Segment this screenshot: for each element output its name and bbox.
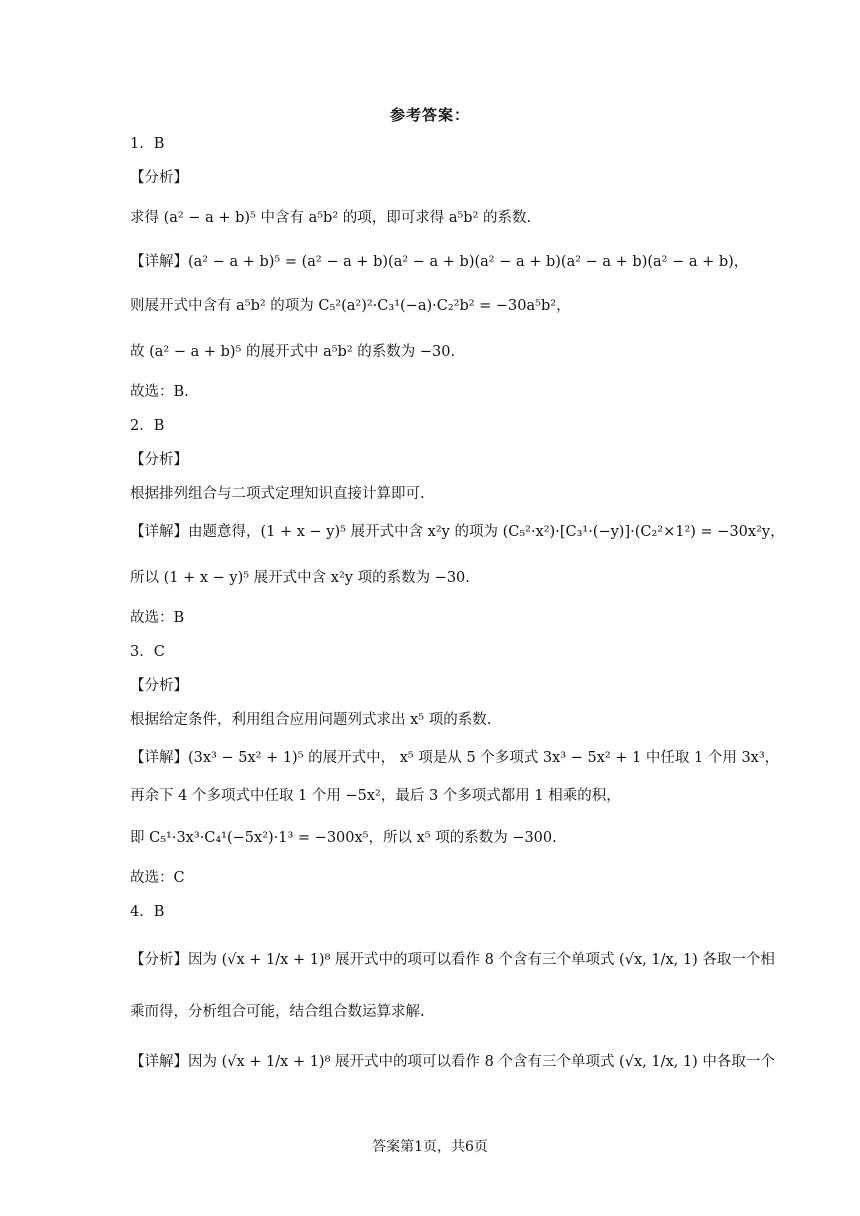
text-line: 【分析】: [130, 678, 188, 694]
text-line: 故选：B.: [130, 384, 189, 400]
text-line: 3．C: [130, 644, 165, 660]
page-title: 参考答案：: [389, 106, 470, 124]
text-line: 2．B: [130, 418, 165, 434]
text-line: 所以 (1 + x − y)⁵ 展开式中含 x²y 项的系数为 −30.: [130, 570, 470, 586]
text-line: 【详解】由题意得，(1 + x − y)⁵ 展开式中含 x²y 的项为 (C₅²·x²)·[C₃¹·(−y)]·(C₂²×1²) = −30x²y，: [130, 524, 785, 540]
text-line: 4．B: [130, 904, 165, 920]
text-line: 再余下 4 个多项式中任取 1 个用 −5x²，最后 3 个多项式都用 1 相乘的积，: [130, 788, 621, 804]
text-line: 【详解】(3x³ − 5x² + 1)⁵ 的展开式中， x⁵ 项是从 5 个多项式 3x³ − 5x² + 1 中任取 1 个用 3x³，: [130, 750, 780, 766]
text-line: 根据给定条件，利用组合应用问题列式求出 x⁵ 项的系数.: [130, 712, 492, 728]
text-line: 【分析】因为 (√x + 1/x + 1)⁸ 展开式中的项可以看作 8 个含有三个单项式 (√x, 1/x, 1) 各取一个相: [130, 952, 775, 968]
text-line: 故 (a² − a + b)⁵ 的展开式中 a⁵b² 的系数为 −30.: [130, 344, 456, 360]
text-line: 1．B: [130, 136, 165, 152]
text-line: 【分析】: [130, 452, 188, 468]
text-line: 求得 (a² − a + b)⁵ 中含有 a⁵b² 的项，即可求得 a⁵b² 的系数.: [130, 210, 532, 226]
text-line: 故选：B: [130, 610, 185, 626]
text-line: 根据排列组合与二项式定理知识直接计算即可.: [130, 486, 425, 502]
text-line: 故选：C: [130, 870, 185, 886]
text-line: 【分析】: [130, 170, 188, 186]
text-line: 【详解】因为 (√x + 1/x + 1)⁸ 展开式中的项可以看作 8 个含有三个单项式 (√x, 1/x, 1) 中各取一个: [130, 1054, 775, 1070]
page-footer: 答案第1页，共6页: [372, 1139, 488, 1155]
text-line: 【详解】(a² − a + b)⁵ = (a² − a + b)(a² − a + b)(a² − a + b)(a² − a + b)(a² − a + b)，: [130, 254, 749, 270]
text-line: 乘而得，分析组合可能，结合组合数运算求解.: [130, 1004, 425, 1020]
text-line: 即 C₅¹·3x³·C₄¹(−5x²)·1³ = −300x⁵，所以 x⁵ 项的系数为 −300.: [130, 830, 557, 846]
text-line: 则展开式中含有 a⁵b² 的项为 C₅²(a²)²·C₃¹(−a)·C₂²b² = −30a⁵b²，: [130, 298, 571, 314]
